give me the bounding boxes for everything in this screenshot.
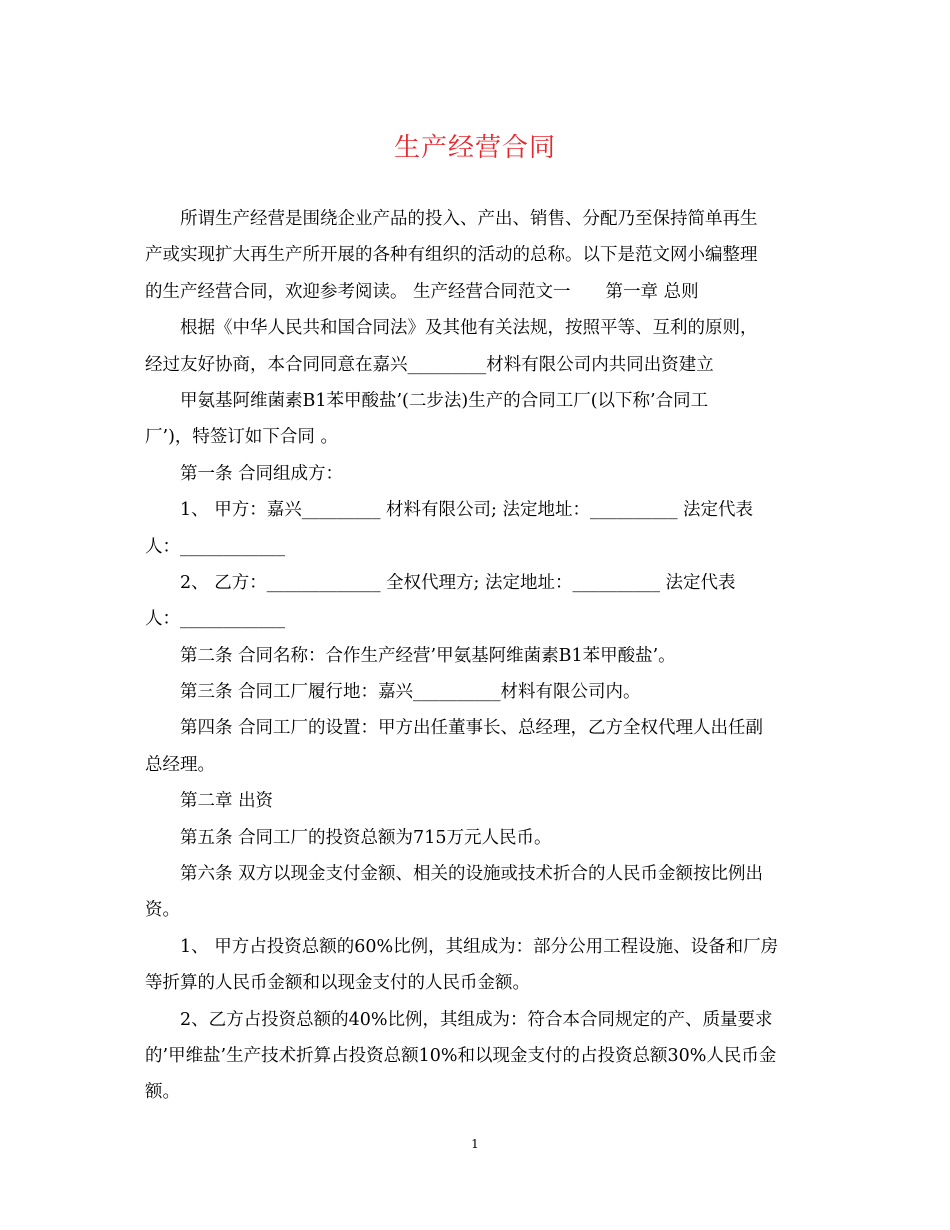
paragraph-line: 厂’)，特签订如下合同 。 bbox=[145, 427, 338, 448]
paragraph-line: 额。 bbox=[145, 1082, 180, 1103]
clause-line: 1、 甲方占投资总额的60%比例，其组成为：部分公用工程设施、设备和厂房 bbox=[180, 936, 779, 957]
paragraph-line: 甲氨基阿维菌素B1苯甲酸盐’(二步法)生产的合同工厂(以下称’合同工 bbox=[180, 390, 709, 411]
party-b-representative: 人：____________ bbox=[145, 609, 285, 630]
party-a-line: 1、 甲方：嘉兴_________ 材料有限公司; 法定地址：__________ 法定代表 bbox=[180, 500, 754, 521]
paragraph-line: 根据《中华人民共和国合同法》及其他有关法规，按照平等、互利的原则， bbox=[180, 318, 758, 339]
paragraph-line: 产或实现扩大再生产所开展的各种有组织的活动的总称。以下是范文网小编整理 bbox=[145, 245, 758, 266]
article-heading: 第一条 合同组成方： bbox=[180, 463, 344, 484]
paragraph-line: 资。 bbox=[145, 900, 180, 921]
paragraph-line: 所谓生产经营是围绕企业产品的投入、产出、销售、分配乃至保持简单再生 bbox=[180, 209, 758, 229]
article-line: 第五条 合同工厂的投资总额为715万元人民币。 bbox=[180, 827, 552, 848]
article-line: 第六条 双方以现金支付金额、相关的设施或技术折合的人民币金额按比例出 bbox=[180, 864, 764, 885]
clause-line: 2、乙方占投资总额的40%比例，其组成为：符合本合同规定的产、质量要求 bbox=[180, 1009, 773, 1030]
document-title: 生产经营合同 bbox=[393, 133, 556, 163]
article-line: 第二条 合同名称：合作生产经营’甲氨基阿维菌素B1苯甲酸盐’。 bbox=[180, 645, 676, 666]
party-b-line: 2、 乙方：_____________ 全权代理方; 法定地址：__________ 法定代表 bbox=[180, 572, 736, 593]
paragraph-line: 等折算的人民币金额和以现金支付的人民币金额。 bbox=[145, 973, 530, 994]
paragraph-line: 经过友好协商，本合同同意在嘉兴_________材料有限公司内共同出资建立 bbox=[145, 354, 714, 375]
document-body bbox=[145, 201, 811, 1111]
paragraph-line: 总经理。 bbox=[145, 754, 215, 775]
party-a-representative: 人：____________ bbox=[145, 536, 285, 557]
article-line: 第四条 合同工厂的设置：甲方出任董事长、总经理，乙方全权代理人出任副 bbox=[180, 718, 764, 739]
paragraph-line: 的生产经营合同，欢迎参考阅读。 生产经营合同范文一 第一章 总则 bbox=[145, 281, 699, 302]
chapter-heading: 第二章 出资 bbox=[180, 791, 274, 812]
paragraph-line: 的’甲维盐’生产技术折算占投资总额10%和以现金支付的占投资总额30%人民币金 bbox=[145, 1045, 777, 1066]
article-line: 第三条 合同工厂履行地：嘉兴__________材料有限公司内。 bbox=[180, 682, 641, 703]
page-number: 1 bbox=[471, 1137, 479, 1151]
